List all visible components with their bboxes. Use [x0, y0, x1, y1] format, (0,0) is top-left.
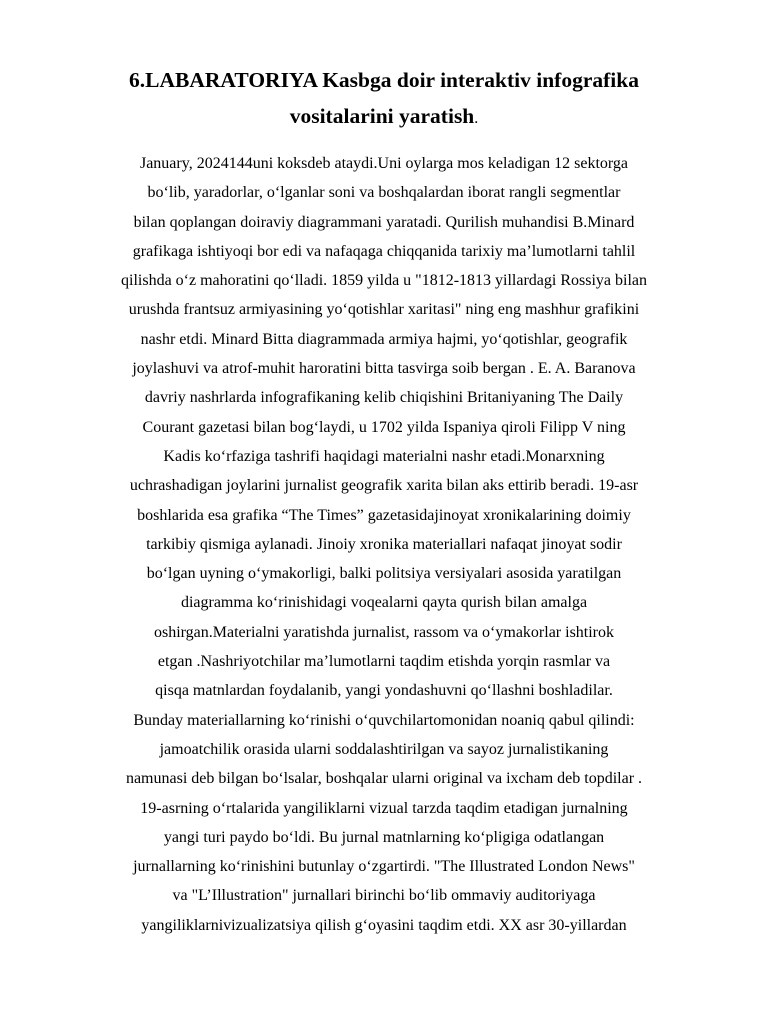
body-line: yangiliklarnivizualizatsiya qilish g‘oyasini taqdim etdi. XX asr 30-yillardan: [141, 916, 627, 934]
body-line: Bunday materiallarning ko‘rinishi o‘quvchilartomonidan noaniq qabul qilindi:: [133, 711, 635, 729]
body-line: jamoatchilik orasida ularni soddalashtirilgan va sayoz jurnalistikaning: [159, 740, 609, 758]
body-line: diagramma ko‘rinishidagi voqealarni qayta qurish bilan amalga: [180, 594, 588, 612]
body-line: January, 2024144uni koksdeb ataydi.Uni oylarga mos keladigan 12 sektorga: [139, 155, 629, 172]
document-title: [48, 62, 720, 137]
body-line: Courant gazetasi bilan bog‘laydi, u 1702 yilda Ispaniya qiroli Filipp V ning: [142, 418, 626, 436]
body-line: Kadis ko‘rfaziga tashrifi haqidagi materialni nashr etadi.Monarxning: [163, 447, 605, 465]
body-line: qisqa matnlardan foydalanib, yangi yondashuvni qo‘llashni boshladilar.: [155, 682, 613, 700]
body-line: oshirgan.Materialni yaratishda jurnalist, rassom va o‘ymakorlar ishtirok: [153, 623, 615, 641]
body-line: bilan qoplangan doiraviy diagrammani yaratadi. Qurilish muhandisi B.Minard: [133, 213, 635, 231]
body-line: uchrashadigan joylarini jurnalist geografik xarita bilan aks ettirib beradi. 19-asr: [129, 477, 639, 495]
body-line: 19-asrning o‘rtalarida yangiliklarni vizual tarzda taqdim etadigan jurnalning: [140, 799, 628, 817]
body-line: bo‘lib, yaradorlar, o‘lganlar soni va boshqalardan iborat rangli segmentlar: [147, 184, 621, 202]
body-line: nashr etdi. Minard Bitta diagrammada armiya hajmi, yo‘qotishlar, geografik: [140, 330, 628, 348]
title-line: 6.LABARATORIYA Kasbga doir interaktiv infografika: [129, 68, 639, 92]
body-line: tarkibiy qismiga aylanadi. Jinoiy xronika materiallari nafaqat jinoyat sodir: [146, 535, 622, 553]
body-line: boshlarida esa grafika “The Times” gazetasidajinoyat xronikalarining doimiy: [137, 506, 631, 524]
body-line: urushda frantsuz armiyasining yo‘qotishlar xaritasi" ning eng mashhur grafikini: [128, 301, 640, 319]
body-line: grafikaga ishtiyoqi bor edi va nafaqaga chiqqanida tarixiy ma’lumotlarni tahlil: [132, 242, 636, 260]
body-line: jurnallarning ko‘rinishini butunlay o‘zgartirdi. "The Illustrated London News": [133, 858, 635, 876]
title-line-text: vositalarini yaratish: [289, 104, 475, 128]
body-line: namunasi deb bilgan bo‘lsalar, boshqalar ularni original va ixcham deb topdilar .: [125, 770, 643, 788]
body-paragraph: [48, 149, 720, 940]
body-line: yangi turi paydo bo‘ldi. Bu jurnal matnlarning ko‘pligiga odatlangan: [163, 828, 605, 846]
body-line: bo‘lgan uyning o‘ymakorligi, balki politsiya versiyalari asosida yaratilgan: [146, 565, 622, 583]
title-trailing-period: .: [474, 110, 479, 127]
body-line: etgan .Nashriyotchilar ma’lumotlarni taqdim etishda yorqin rasmlar va: [157, 653, 611, 671]
body-line: joylashuvi va atrof-muhit haroratini bitta tasvirga soib bergan . E. A. Baranova: [132, 360, 636, 378]
body-line: va "L’Illustration" jurnallari birinchi bo‘lib ommaviy auditoriyaga: [172, 887, 596, 905]
body-line: davriy nashrlarda infografikaning kelib chiqishini Britaniyaning The Daily: [144, 389, 624, 407]
title-line: [48, 98, 720, 137]
body-line: qilishda o‘z mahoratini qo‘lladi. 1859 yilda u "1812-1813 yillardagi Rossiya bilan: [121, 272, 647, 290]
